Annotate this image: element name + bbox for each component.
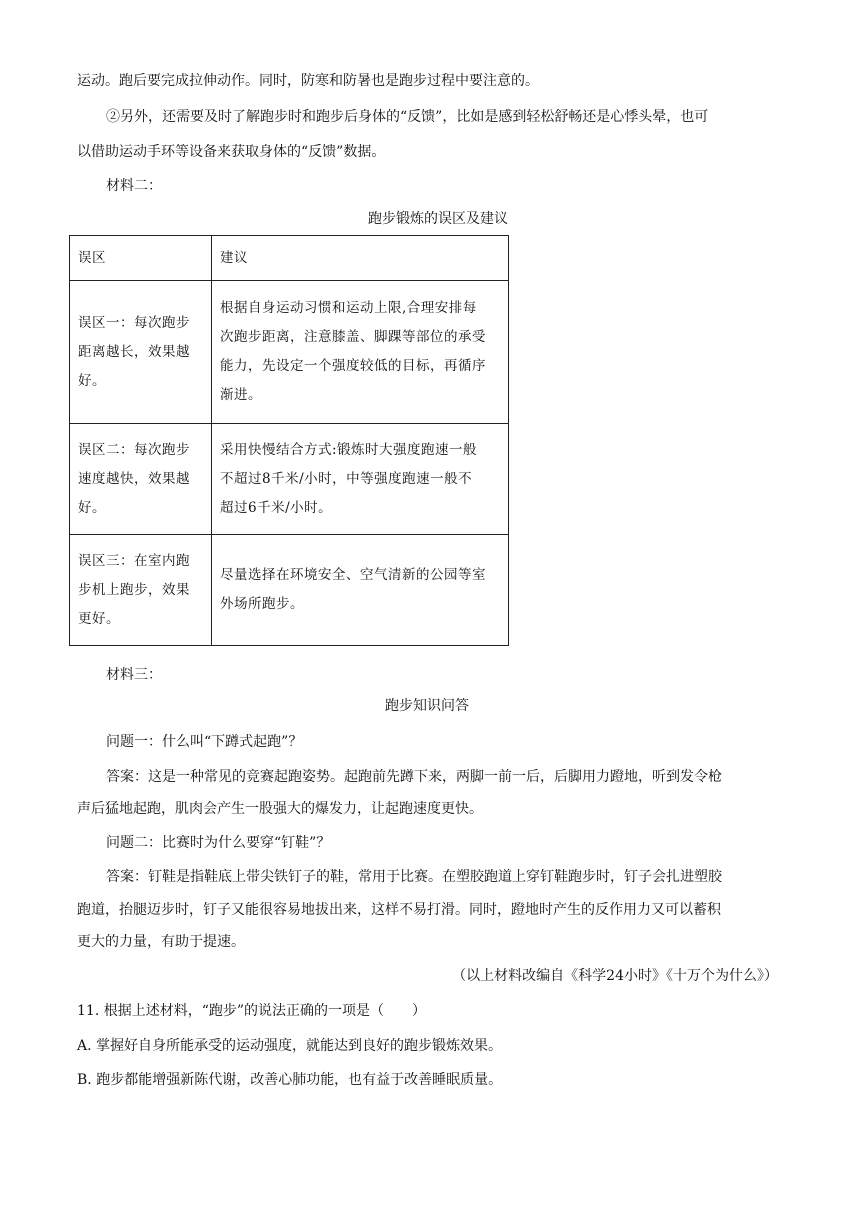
mistake-cell: 误区一：每次跑步 距离越长，效果越 好。 — [70, 281, 212, 424]
qa-caption: 跑步知识问答 — [385, 698, 469, 714]
source-note: （以上材料改编自《科学24小时》《十万个为什么》） — [452, 968, 778, 984]
mistake-cell: 误区三：在室内跑 步机上跑步，效果 更好。 — [70, 535, 212, 646]
header-mistake: 误区 — [70, 236, 212, 281]
advice-cell: 根据自身运动习惯和运动上限,合理安排每 次跑步距离，注意膝盖、脚踝等部位的承受 能力，先设定一个强度较低的目标，再循序 渐进。 — [212, 281, 509, 424]
answer-one-line: 声后猛地起跑，肌肉会产生一股强大的爆发力，让起跑速度更快。 — [77, 801, 483, 817]
material-two-label: 材料二： — [106, 178, 162, 194]
paragraph-line: ②另外，还需要及时了解跑步时和跑步后身体的“反馈”，比如是感到轻松舒畅还是心悸头晕，也可 — [106, 109, 709, 125]
material-three-label: 材料三： — [106, 667, 162, 683]
question-stem: 11. 根据上述材料，“跑步”的说法正确的一项是（ ） — [77, 1003, 427, 1019]
header-advice: 建议 — [212, 236, 509, 281]
advice-cell: 采用快慢结合方式:锻炼时大强度跑速一般 不超过8千米/小时，中等强度跑速一般不 超过6千米/小时。 — [212, 424, 509, 535]
table-caption: 跑步锻炼的误区及建议 — [368, 211, 508, 227]
mistakes-table — [69, 235, 509, 646]
option-b: B. 跑步都能增强新陈代谢，改善心肺功能，也有益于改善睡眠质量。 — [77, 1072, 503, 1088]
answer-one-line: 答案：这是一种常见的竞赛起跑姿势。起跑前先蹲下来，两脚一前一后，后脚用力蹬地，听到发令枪 — [106, 769, 722, 785]
answer-two-line: 答案：钉鞋是指鞋底上带尖铁钉子的鞋，常用于比赛。在塑胶跑道上穿钉鞋跑步时，钉子会扎进塑胶 — [106, 869, 722, 885]
table-row — [70, 281, 509, 424]
answer-two-line: 跑道，抬腿迈步时，钉子又能很容易地拔出来，这样不易打滑。同时，蹬地时产生的反作用力又可以蓄积 — [77, 902, 721, 918]
mistake-cell: 误区二：每次跑步 速度越快，效果越 好。 — [70, 424, 212, 535]
table-row — [70, 535, 509, 646]
paragraph-line: 以借助运动手环等设备来获取身体的“反馈”数据。 — [77, 144, 386, 160]
answer-two-line: 更大的力量，有助于提速。 — [77, 934, 245, 950]
option-a: A. 掌握好自身所能承受的运动强度，就能达到良好的跑步锻炼效果。 — [77, 1038, 503, 1054]
table-header-row — [70, 236, 509, 281]
table-row — [70, 424, 509, 535]
paragraph-line: 运动。跑后要完成拉伸动作。同时，防寒和防暑也是跑步过程中要注意的。 — [77, 73, 539, 89]
advice-cell: 尽量选择在环境安全、空气清新的公园等室 外场所跑步。 — [212, 535, 509, 646]
question-one: 问题一：什么叫“下蹲式起跑”？ — [106, 734, 303, 750]
question-two: 问题二：比赛时为什么要穿“钉鞋”？ — [106, 835, 331, 851]
